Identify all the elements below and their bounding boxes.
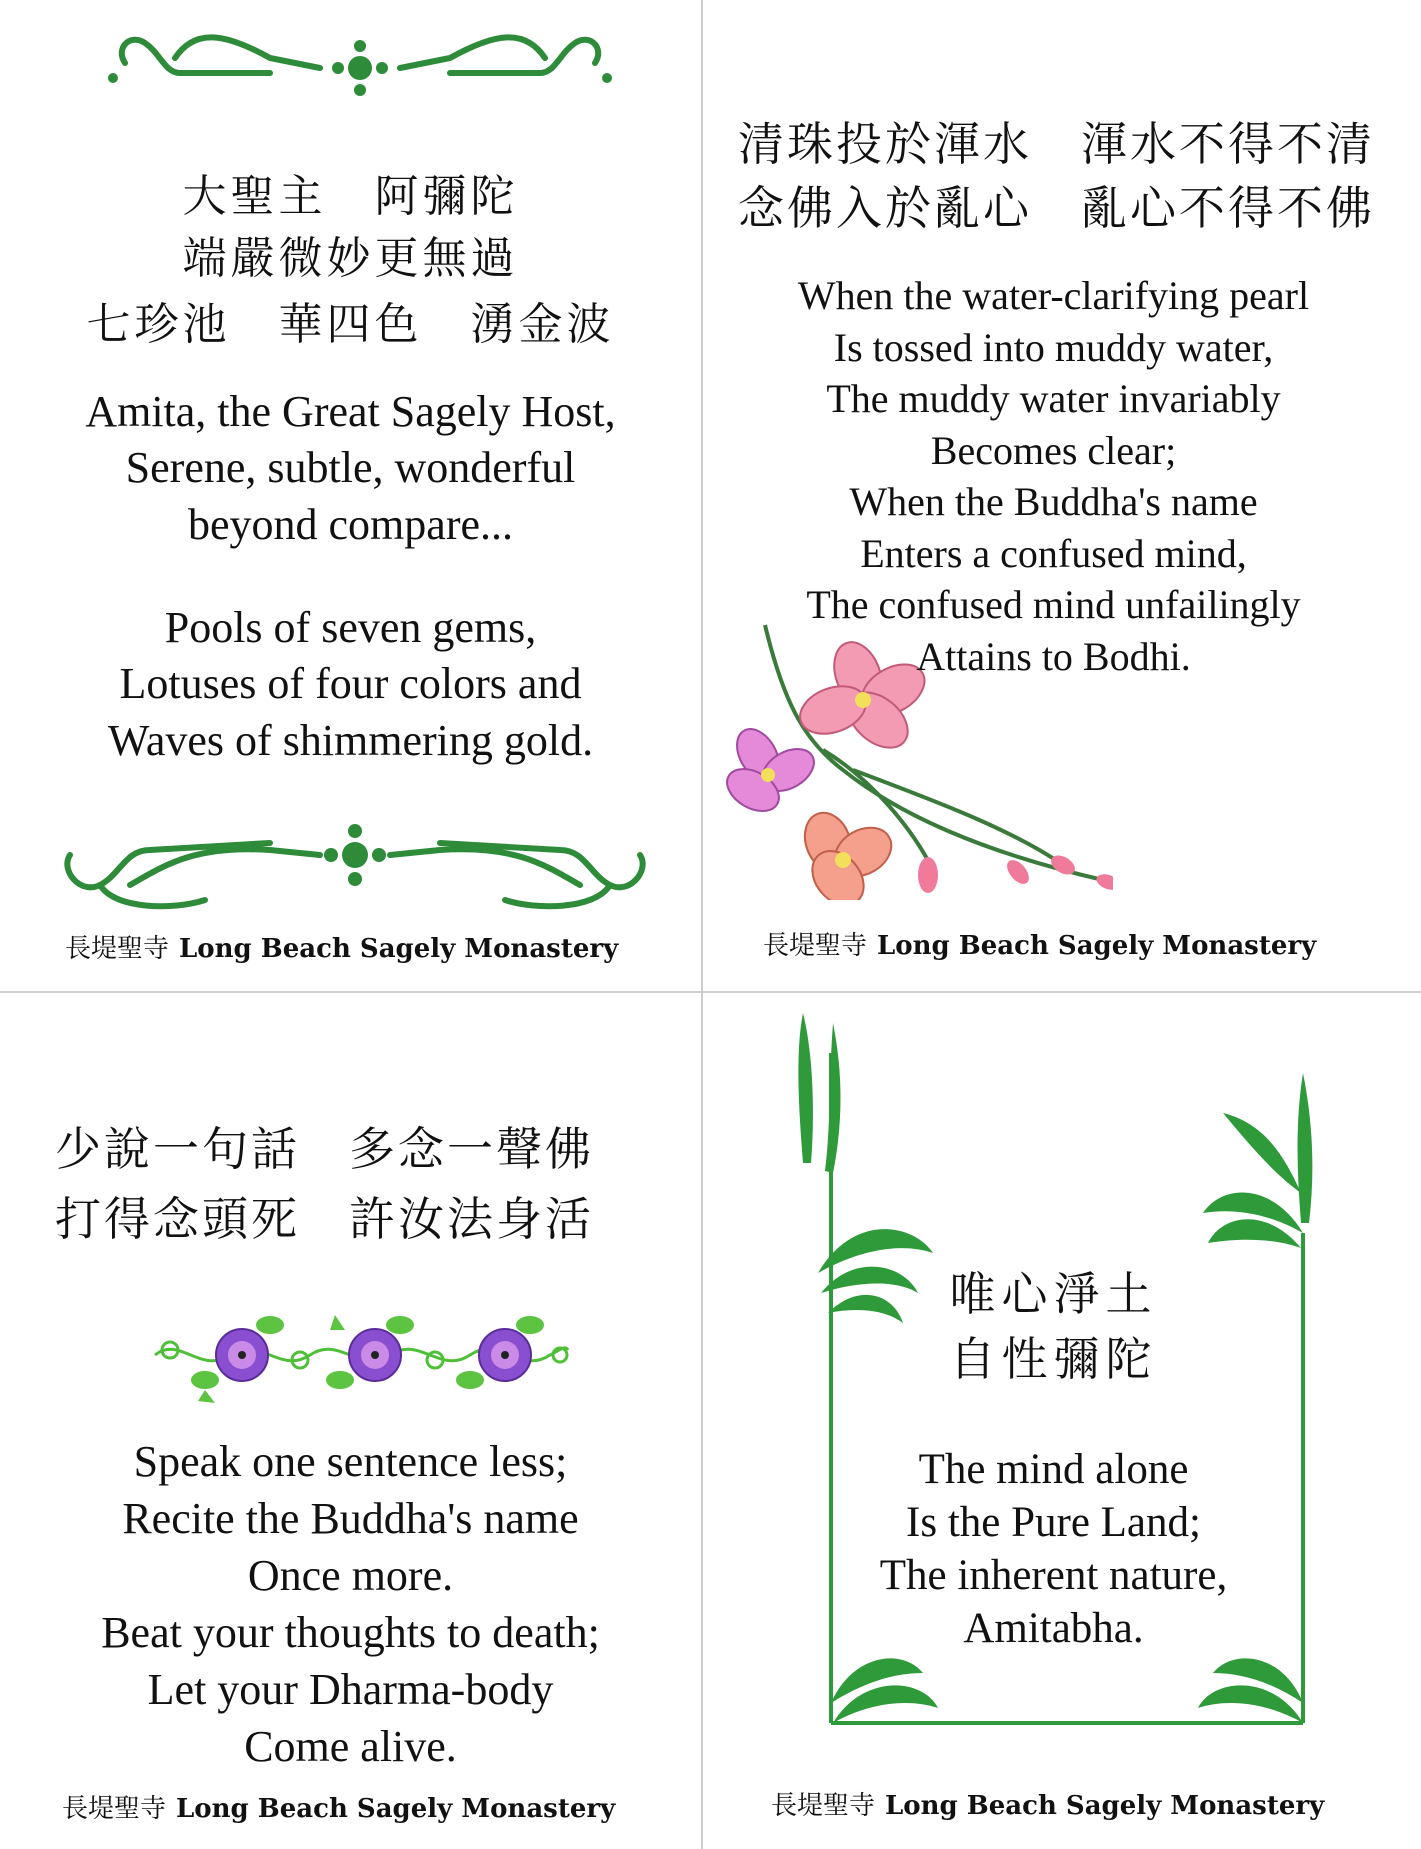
zh-line-3: 七珍池 華四色 湧金波 — [86, 299, 615, 350]
english-stanza-1 — [0, 384, 701, 553]
zh-line-2: 自性彌陀 — [949, 1332, 1158, 1386]
text-line: Speak one sentence less; — [133, 1437, 568, 1486]
text-line: Is the Pure Land; — [906, 1499, 1201, 1546]
text-line: The confused mind unfailingly — [806, 582, 1301, 627]
text-line: Once more. — [247, 1551, 454, 1600]
text-line: The inherent nature, — [879, 1552, 1228, 1599]
footer-chinese-name: 長堤聖寺 — [763, 931, 868, 961]
zh-line-2: 打得念頭死 許汝法身活 — [55, 1192, 594, 1246]
text-line: Lotuses of four colors and — [119, 659, 582, 709]
zh-line-1: 少說一句話 多念一聲佛 — [55, 1122, 594, 1176]
text-line: Amita, the Great Sagely Host, — [85, 387, 616, 436]
zh-line-1: 大聖主 阿彌陀 — [182, 171, 519, 222]
text-line: Pools of seven gems, — [164, 603, 537, 652]
zh-line-1: 唯心淨土 — [949, 1267, 1158, 1321]
text-line: Serene, subtle, wonderful — [125, 443, 576, 493]
card-clarifying-pearl — [703, 0, 1404, 991]
zh-line-2: 端嚴微妙更無過 — [182, 233, 519, 284]
text-line: beyond compare... — [188, 499, 513, 549]
text-line: Let your Dharma-body — [147, 1665, 554, 1714]
monastery-footer — [763, 925, 1316, 962]
text-line: Beat your thoughts to death; — [101, 1608, 600, 1657]
monastery-footer — [65, 928, 618, 965]
english-verse — [703, 270, 1404, 682]
text-line: The muddy water invariably — [826, 376, 1281, 421]
zh-line-1: 清珠投於渾水 渾水不得不清 — [738, 117, 1375, 171]
text-line: Come alive. — [244, 1722, 457, 1771]
text-line: Waves of shimmering gold. — [107, 715, 594, 765]
footer-english-name: Long Beach Sagely Monastery — [877, 931, 1317, 961]
zh-line-2: 念佛入於亂心 亂心不得不佛 — [738, 181, 1375, 235]
footer-chinese-name: 長堤聖寺 — [771, 1791, 876, 1821]
monastery-footer — [62, 1788, 615, 1825]
card-pure-land — [703, 993, 1404, 1849]
text-line: When the water-clarifying pearl — [797, 273, 1310, 318]
monastery-footer — [771, 1785, 1324, 1822]
footer-chinese-name: 長堤聖寺 — [62, 1794, 167, 1824]
footer-chinese-name: 長堤聖寺 — [65, 934, 170, 964]
text-line: When the Buddha's name — [849, 479, 1258, 524]
english-verse — [703, 1443, 1404, 1655]
top-scroll-ornament — [105, 18, 615, 103]
text-line: The mind alone — [918, 1446, 1189, 1493]
bottom-scroll-ornament — [55, 815, 655, 915]
text-line: Attains to Bodhi. — [916, 633, 1191, 679]
card-speak-less — [0, 993, 701, 1849]
english-stanza-2 — [0, 600, 701, 769]
violet-flower-garland — [150, 1305, 570, 1405]
text-line: Amitabha. — [963, 1605, 1144, 1652]
card-amita-host — [0, 0, 701, 991]
text-line: Enters a confused mind, — [860, 530, 1247, 576]
footer-english-name: Long Beach Sagely Monastery — [176, 1794, 616, 1824]
english-verse — [0, 1433, 701, 1775]
text-line: Recite the Buddha's name — [122, 1494, 579, 1543]
text-line: Is tossed into muddy water, — [833, 324, 1274, 370]
text-line: Becomes clear; — [930, 427, 1177, 473]
footer-english-name: Long Beach Sagely Monastery — [885, 1791, 1325, 1821]
footer-english-name: Long Beach Sagely Monastery — [179, 934, 619, 964]
